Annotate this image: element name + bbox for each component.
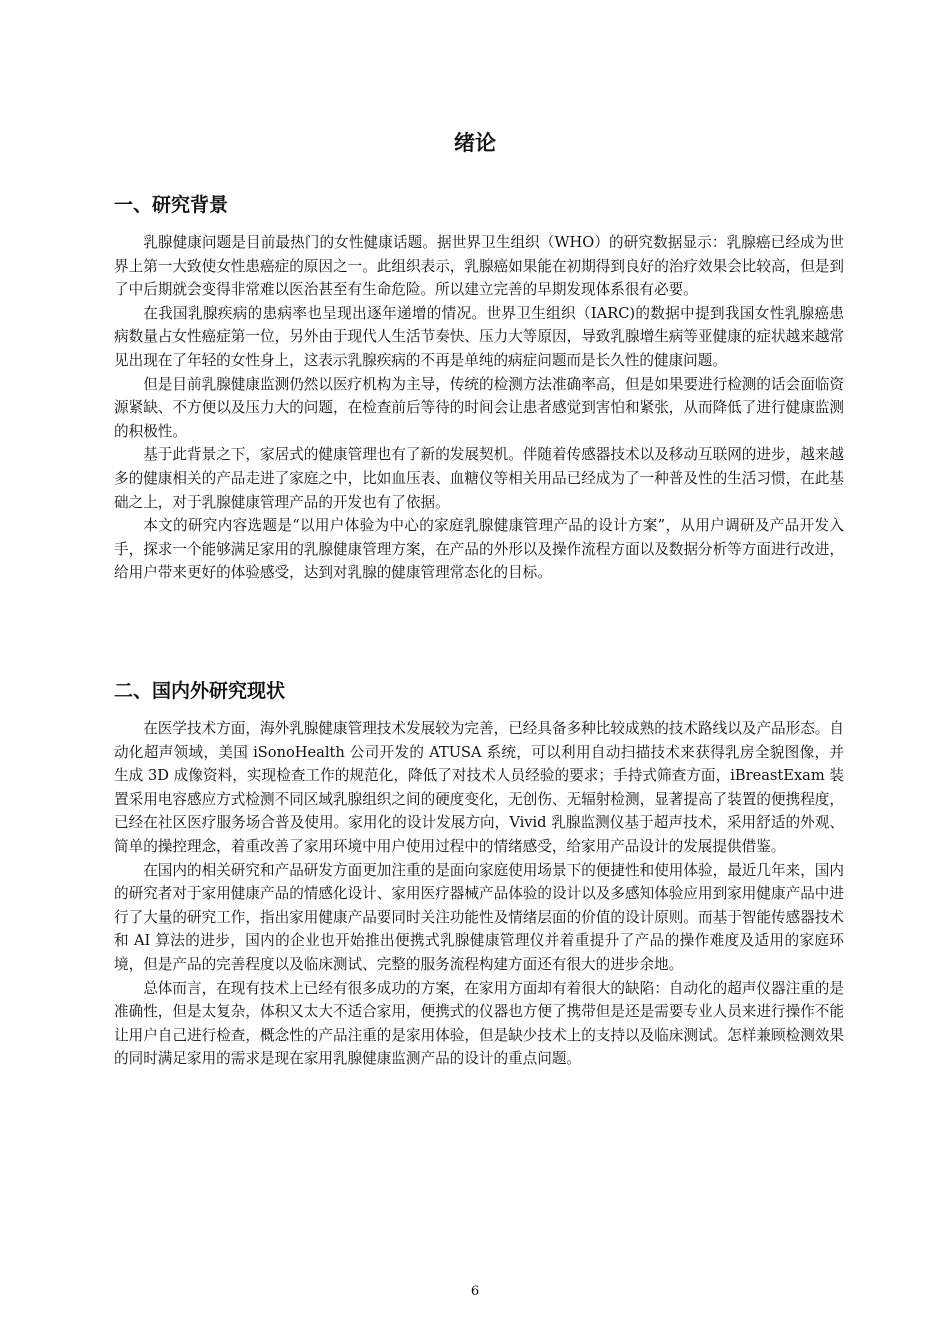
- paragraph: 在我国乳腺疾病的患病率也呈现出逐年递增的情况。世界卫生组织（IARC)的数据中提到我国女性乳腺癌患病数量占女性癌症第一位，另外由于现代人生活节奏快、压力大等原因，导致乳腺增生病等亚健康的症状越来越常见出现在了年轻的女性身上，这表示乳腺疾病的不再是单纯的病症问题而是长久性的健康问题。: [114, 304, 844, 369]
- section-body-research-status: [114, 717, 844, 1071]
- paragraph: 总体而言，在现有技术上已经有很多成功的方案，在家用方面却有着很大的缺陷：自动化的超声仪器注重的是准确性，但是太复杂，体积又太大不适合家用，便携式的仪器也方便了携带但是还是需要专业人员来进行操作不能让用户自己进行检查，概念性的产品注重的是家用体验，但是缺少技术上的支持以及临床测试。怎样兼顾检测效果的同时满足家用的需求是现在家用乳腺健康监测产品的设计的重点问题。: [114, 979, 844, 1068]
- section-body-background: [114, 231, 844, 585]
- section-heading-background: 一、研究背景: [114, 194, 229, 216]
- paragraph: 在医学技术方面，海外乳腺健康管理技术发展较为完善，已经具备多种比较成熟的技术路线以及产品形态。自动化超声领域，美国 iSonoHealth 公司开发的 ATUSA 系统，可以利用自动扫描技术来获得乳房全貌图像，并生成 3D 成像资料，实现检查工作的规范化，降低了对技术人员经验的要求；手持式筛查方面，iBreastExam 装置采用电容感应方式检测不同区域乳腺组织之间的硬度变化，无创伤、无辐射检测，显著提高了装置的便携程度，已经在社区医疗服务场合普及使用。家用化的设计发展方向，Vivid 乳腺监测仪基于超声技术，采用舒适的外观、简单的操控理念，着重改善了家用环境中用户使用过程中的情绪感受，给家用产品设计的发展提供借鉴。: [114, 720, 844, 855]
- paragraph: 但是目前乳腺健康监测仍然以医疗机构为主导，传统的检测方法准确率高，但是如果要进行检测的话会面临资源紧缺、不方便以及压力大的问题，在检查前后等待的时间会让患者感觉到害怕和紧张，从而降低了进行健康监测的积极性。: [114, 375, 844, 440]
- page-title: 绪论: [454, 131, 496, 155]
- paragraph: 基于此背景之下，家居式的健康管理也有了新的发展契机。伴随着传感器技术以及移动互联网的进步，越来越多的健康相关的产品走进了家庭之中，比如血压表、血糖仪等相关用品已经成为了一种普及性的生活习惯，在此基础之上，对于乳腺健康管理产品的开发也有了依据。: [114, 446, 844, 511]
- paragraph: 在国内的相关研究和产品研发方面更加注重的是面向家庭使用场景下的便捷性和使用体验，最近几年来，国内的研究者对于家用健康产品的情感化设计、家用医疗器械产品体验的设计以及多感知体验应用到家用健康产品中进行了大量的研究工作，指出家用健康产品要同时关注功能性及情绪层面的价值的设计原则。而基于智能传感器技术和 AI 算法的进步，国内的企业也开始推出便携式乳腺健康管理仪并着重提升了产品的操作难度及适用的家庭环境，但是产品的完善程度以及临床测试、完整的服务流程构建方面还有很大的进步余地。: [114, 861, 844, 973]
- page-number: 6: [470, 1284, 480, 1299]
- paragraph: 乳腺健康问题是目前最热门的女性健康话题。据世界卫生组织（WHO）的研究数据显示：乳腺癌已经成为世界上第一大致使女性患癌症的原因之一。此组织表示，乳腺癌如果能在初期得到良好的治疗效果会比较高，但是到了中后期就会变得非常难以医治甚至有生命危险。所以建立完善的早期发现体系很有必要。: [114, 234, 844, 299]
- paragraph: 本文的研究内容选题是“以用户体验为中心的家庭乳腺健康管理产品的设计方案”，从用户调研及产品开发入手，探求一个能够满足家用的乳腺健康管理方案，在产品的外形以及操作流程方面以及数据分析等方面进行改进，给用户带来更好的体验感受，达到对乳腺的健康管理常态化的目标。: [114, 517, 844, 582]
- section-heading-research-status: 二、国内外研究现状: [114, 680, 286, 702]
